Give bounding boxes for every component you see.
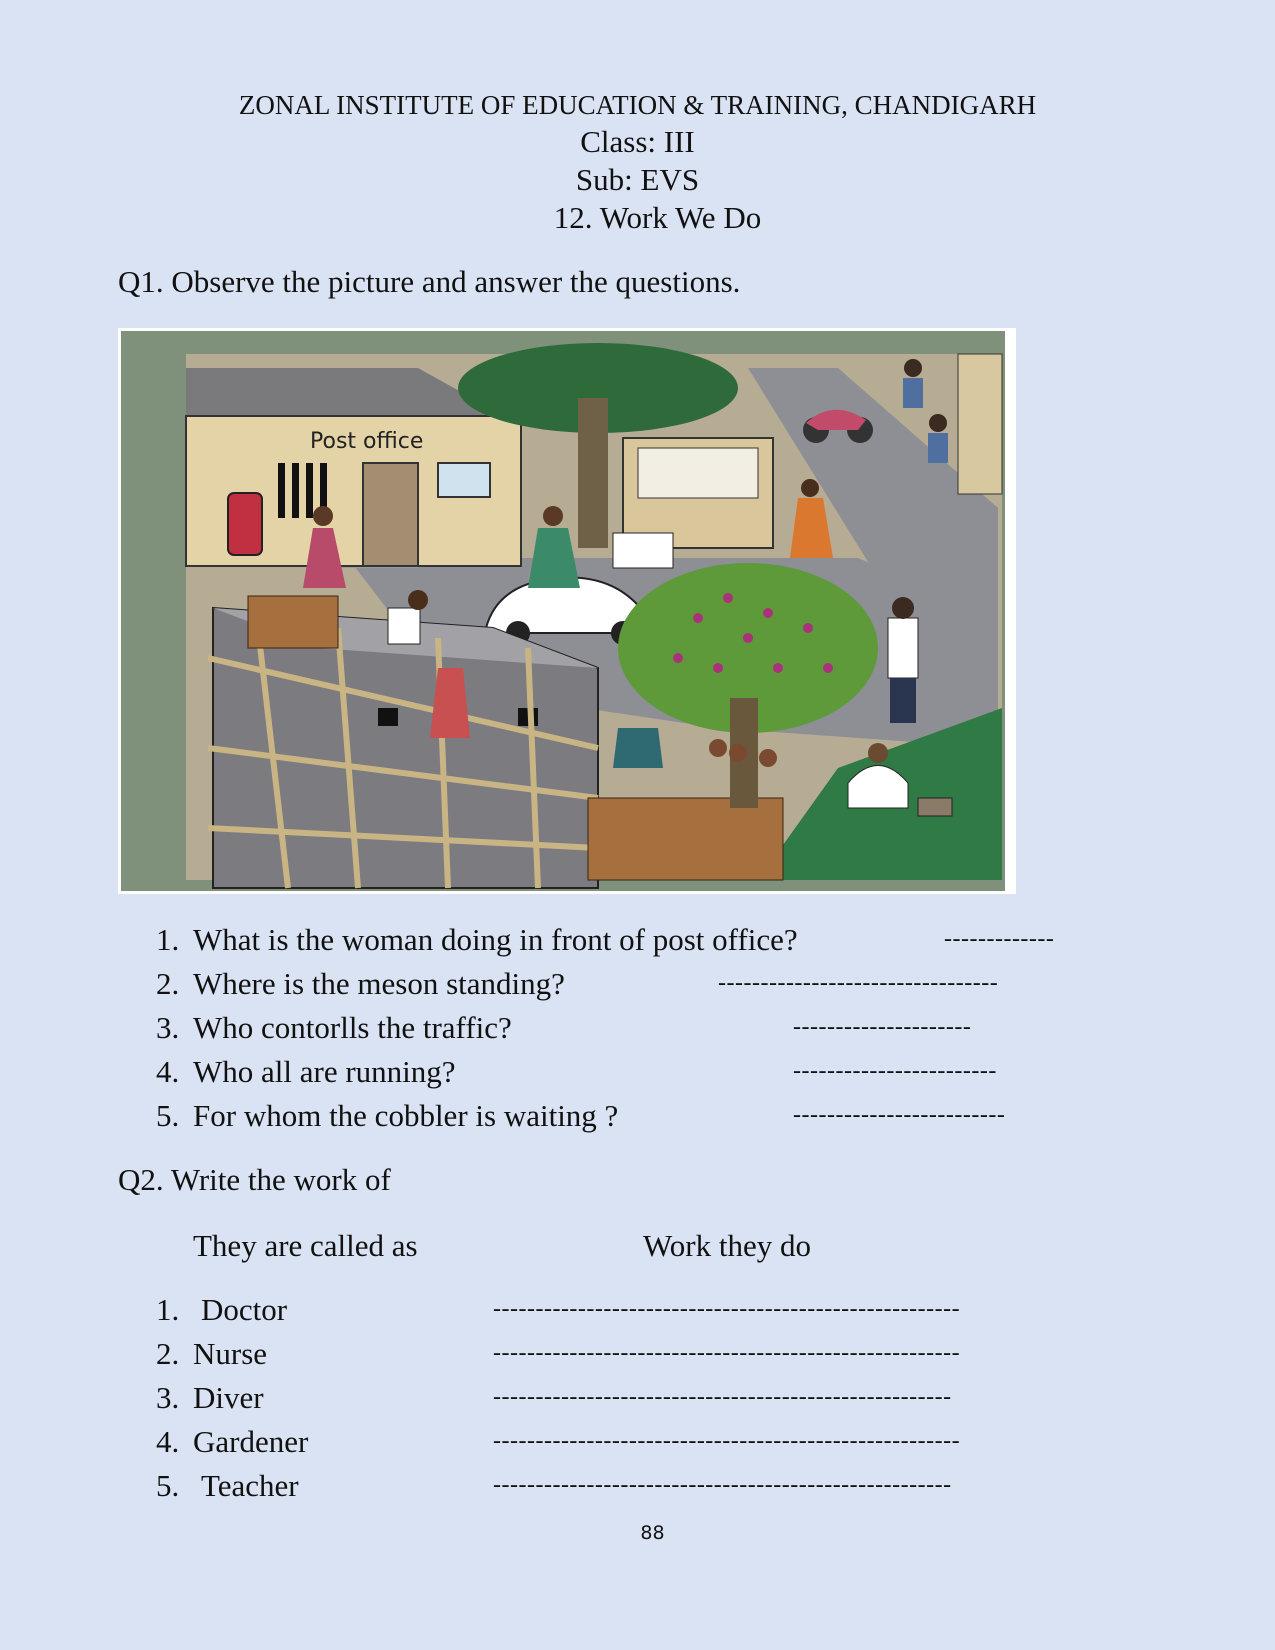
chapter-title: 12. Work We Do: [553, 200, 762, 235]
institute-name: ZONAL INSTITUTE OF EDUCATION & TRAINING, CHANDIGARH: [238, 90, 1037, 120]
q1-num-3: 3.: [156, 1010, 180, 1045]
q2-num-2: 2.: [156, 1336, 180, 1371]
q2-name-3: Diver: [193, 1380, 264, 1415]
street-scene-picture: [118, 328, 1016, 894]
q2-column-work: Work they do: [643, 1228, 811, 1263]
class-label: Class: III: [580, 124, 695, 159]
subject-label: Sub: EVS: [575, 162, 700, 197]
q2-num-5: 5.: [156, 1468, 180, 1503]
q2-answer-blank-2[interactable]: -------------------------------------------------------: [493, 1340, 961, 1366]
q2-answer-blank-4[interactable]: -------------------------------------------------------: [493, 1428, 961, 1454]
q1-question-2: Where is the meson standing?: [193, 966, 565, 1001]
q1-answer-blank-1[interactable]: -------------: [944, 926, 1055, 952]
q2-title: Q2. Write the work of: [118, 1162, 391, 1197]
q2-num-3: 3.: [156, 1380, 180, 1415]
q1-answer-blank-2[interactable]: ---------------------------------: [718, 970, 999, 996]
q2-answer-blank-5[interactable]: ------------------------------------------------------: [493, 1472, 952, 1498]
q1-question-3: Who contorlls the traffic?: [193, 1010, 512, 1045]
q2-column-called-as: They are called as: [193, 1228, 418, 1263]
q2-name-2: Nurse: [193, 1336, 268, 1371]
q1-num-1: 1.: [156, 922, 180, 957]
q1-title: Q1. Observe the picture and answer the questions.: [118, 264, 741, 299]
q1-question-1: What is the woman doing in front of post office?: [193, 922, 798, 957]
q2-answer-blank-3[interactable]: ------------------------------------------------------: [493, 1384, 952, 1410]
q2-name-1: Doctor: [201, 1292, 288, 1327]
q1-question-5: For whom the cobbler is waiting ?: [193, 1098, 619, 1133]
page-number: 88: [640, 1522, 665, 1544]
q2-answer-blank-1[interactable]: -------------------------------------------------------: [493, 1296, 961, 1322]
q1-answer-blank-5[interactable]: -------------------------: [793, 1102, 1006, 1128]
q2-num-1: 1.: [156, 1292, 180, 1327]
q1-num-4: 4.: [156, 1054, 180, 1089]
q1-num-2: 2.: [156, 966, 180, 1001]
q1-answer-blank-4[interactable]: ------------------------: [793, 1058, 997, 1084]
q1-answer-blank-3[interactable]: ---------------------: [793, 1014, 972, 1040]
post-office-sign: Post office: [310, 429, 424, 454]
q1-num-5: 5.: [156, 1098, 180, 1133]
q1-question-4: Who all are running?: [193, 1054, 456, 1089]
q2-name-5: Teacher: [201, 1468, 299, 1503]
q2-num-4: 4.: [156, 1424, 180, 1459]
q2-name-4: Gardener: [193, 1424, 309, 1459]
